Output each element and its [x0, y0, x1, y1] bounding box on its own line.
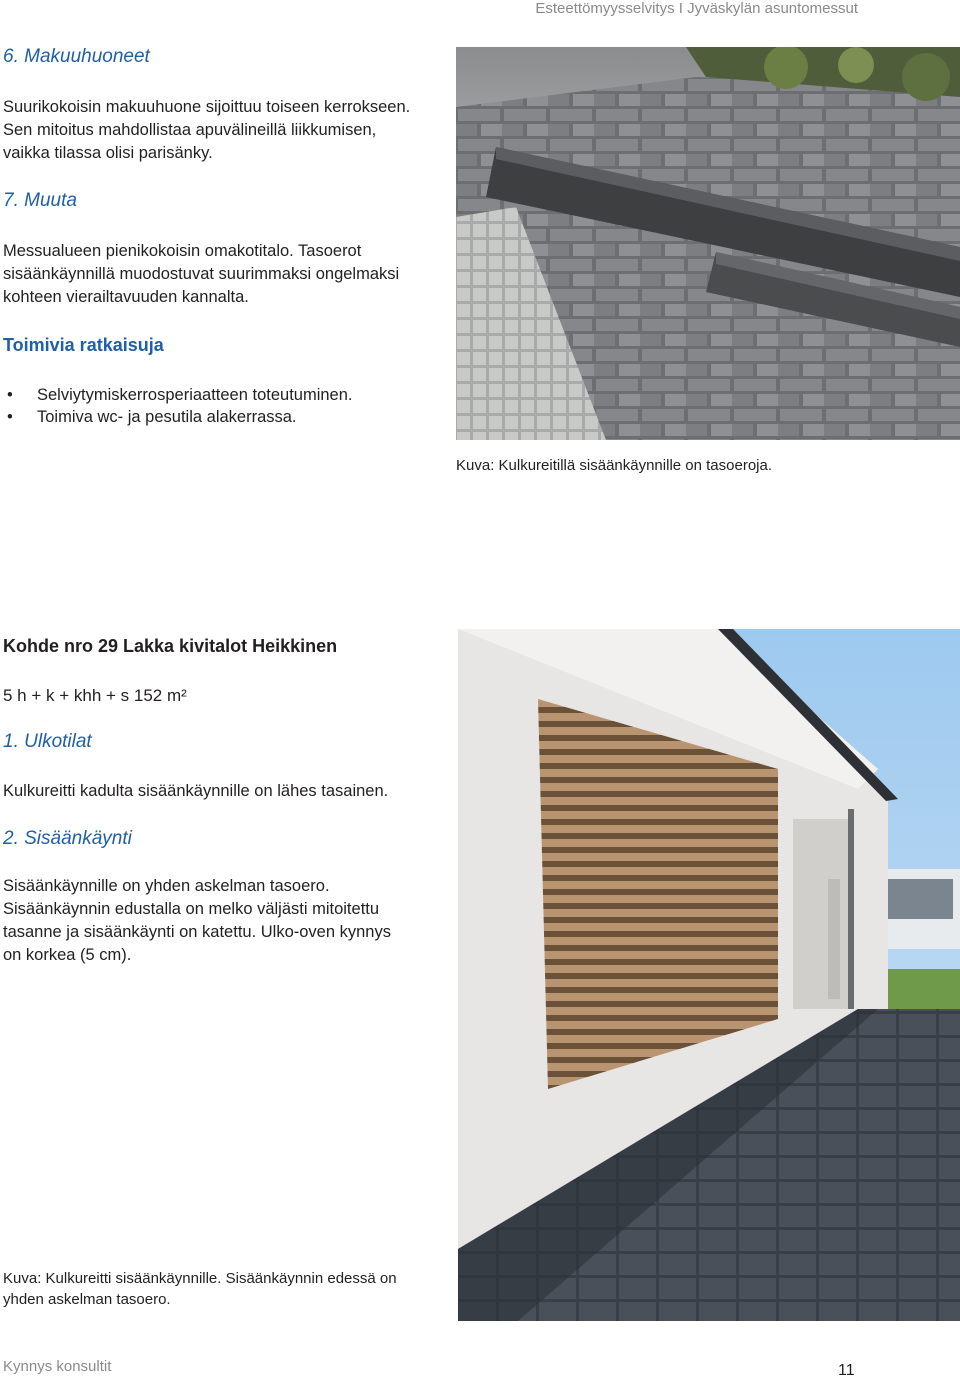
solution-item: • Selviytymiskerrosperiaatteen toteutuminen.: [3, 384, 423, 406]
solutions-list: [3, 384, 423, 428]
section-1-text: Kulkureitti kadulta sisäänkäynnille on lähes tasainen.: [3, 782, 389, 800]
solutions-title: Toimivia ratkaisuja: [3, 335, 164, 355]
section-7-text: Messualueen pienikokoisin omakotitalo. Tasoerot sisäänkäynnillä muodostuvat suurimmaksi ongelmaksi kohteen vierailtavuuden kannalta.: [3, 242, 400, 306]
kohde-title: Kohde nro 29 Lakka kivitalot Heikkinen: [3, 636, 338, 656]
photo-1-caption: Kuva: Kulkureitillä sisäänkäynnille on tasoeroja.: [456, 457, 773, 474]
section-2-text: Sisäänkäynnille on yhden askelman tasoero. Sisäänkäynnin edustalla on melko väljästi mitoitettu tasanne ja sisäänkäynti on katettu. Ulko-oven kynnys on korkea (5 cm).: [3, 877, 391, 964]
running-header: Esteettömyysselvitys I Jyväskylän asuntomessut: [535, 0, 858, 17]
section-6-title: 6. Makuuhuoneet: [3, 46, 150, 67]
section-1-title: 1. Ulkotilat: [3, 731, 92, 752]
page-number: 11: [838, 1362, 855, 1379]
kohde-size: 5 h + k + khh + s 152 m²: [3, 686, 187, 705]
photo-paved-pathway: [456, 47, 960, 440]
photo-house-entrance: [458, 629, 960, 1321]
footer-company: Kynnys konsultit: [3, 1358, 112, 1375]
photo-2-caption: Kuva: Kulkureitti sisäänkäynnille. Sisäänkäynnin edessä on yhden askelman tasoero.: [3, 1270, 397, 1308]
solution-item: • Toimiva wc- ja pesutila alakerrassa.: [3, 406, 423, 428]
section-2-title: 2. Sisäänkäynti: [3, 828, 132, 849]
section-6-text: Suurikokoisin makuuhuone sijoittuu toiseen kerrokseen. Sen mitoitus mahdollistaa apuvälineillä liikkumisen, vaikka tilassa olisi parisänky.: [3, 98, 411, 162]
section-7-title: 7. Muuta: [3, 190, 77, 211]
